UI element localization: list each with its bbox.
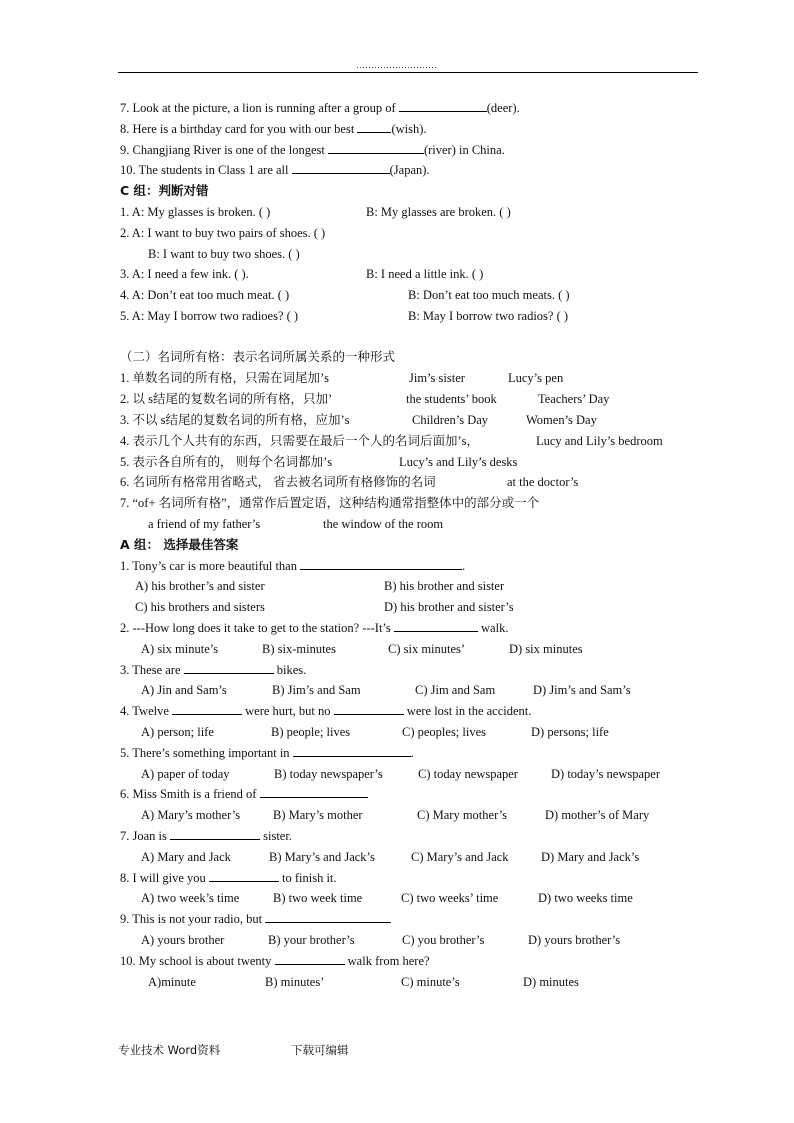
question-text: 4. Twelve	[120, 704, 173, 718]
question-text: were hurt, but no	[242, 704, 334, 718]
rule-7-example-b: the window of the room	[323, 517, 444, 531]
option-6c[interactable]: C) Mary mother’s	[417, 808, 508, 822]
option-4d[interactable]: D) persons; life	[531, 725, 609, 739]
judge-row-5b: B: May I borrow two radios? ( )	[408, 309, 569, 323]
answer-blank[interactable]	[260, 786, 368, 798]
question-hint: (deer).	[486, 101, 520, 115]
question-text: 5. There’s something important in	[120, 746, 293, 760]
mc-question-8	[120, 870, 337, 886]
option-3a[interactable]: A) Jin and Sam’s	[141, 683, 227, 697]
option-9c[interactable]: C) you brother’s	[402, 933, 485, 947]
option-9b[interactable]: B) your brother’s	[268, 933, 355, 947]
question-end: .	[410, 746, 414, 760]
possessive-title: （二）名词所有格：表示名词所属关系的一种形式	[120, 350, 396, 364]
option-10c[interactable]: C) minute’s	[401, 975, 460, 989]
option-5c[interactable]: C) today newspaper	[418, 767, 518, 781]
option-1c[interactable]: C) his brothers and sisters	[135, 600, 265, 614]
rule-7-text: 7. “of+ 名词所有格”，通常作后置定语，这种结构通常指整体中的部分或一个	[120, 496, 540, 510]
question-hint: (river) in China.	[423, 143, 505, 157]
header-dots: ………………………	[356, 60, 437, 70]
option-4c[interactable]: C) peoples; lives	[402, 725, 487, 739]
mc-question-4	[120, 703, 531, 719]
mc-question-10	[120, 953, 430, 969]
option-7b[interactable]: B) Mary’s and Jack’s	[269, 850, 375, 864]
option-5d[interactable]: D) today’s newspaper	[551, 767, 660, 781]
answer-blank[interactable]	[275, 953, 345, 965]
judge-row-1b: B: My glasses are broken. ( )	[366, 205, 511, 219]
rule-1-text: 1. 单数名词的所有格，只需在词尾加’s	[120, 371, 330, 385]
answer-blank[interactable]	[209, 870, 279, 882]
option-9a[interactable]: A) yours brother	[141, 933, 225, 947]
rule-3-text: 3. 不以 s结尾的复数名词的所有格，应加’s	[120, 413, 350, 427]
option-5a[interactable]: A) paper of today	[141, 767, 230, 781]
question-text: sister.	[260, 829, 292, 843]
mc-question-2	[120, 620, 508, 636]
judge-row-4b: B: Don’t eat too much meats. ( )	[408, 288, 570, 302]
rule-3-example-b: Women’s Day	[526, 413, 597, 427]
question-text: 6. Miss Smith is a friend of	[120, 787, 260, 801]
answer-blank[interactable]	[292, 162, 390, 174]
question-text: to finish it.	[278, 871, 337, 885]
judge-row-3a: 3. A: I need a few ink. ( ).	[120, 267, 249, 281]
rule-2-example-a: the students’ book	[406, 392, 497, 406]
option-10a[interactable]: A)minute	[148, 975, 196, 989]
question-text: walk from here?	[344, 954, 430, 968]
judge-row-3b: B: I need a little ink. ( )	[366, 267, 484, 281]
group-c-title: C 组：判断对错	[120, 183, 209, 198]
answer-blank[interactable]	[170, 828, 260, 840]
fill-question-9	[120, 142, 505, 158]
answer-blank[interactable]	[293, 745, 411, 757]
answer-blank[interactable]	[328, 142, 424, 154]
question-text: 7. Look at the picture, a lion is running after a group of	[120, 101, 399, 115]
option-9d[interactable]: D) yours brother’s	[528, 933, 621, 947]
question-text: 8. Here is a birthday card for you with our best	[120, 122, 358, 136]
judge-row-2a: 2. A: I want to buy two pairs of shoes. ( )	[120, 226, 326, 240]
question-text: 8. I will give you	[120, 871, 209, 885]
option-6b[interactable]: B) Mary’s mother	[273, 808, 363, 822]
rule-7-example-a: a friend of my father’s	[148, 517, 261, 531]
option-8b[interactable]: B) two week time	[273, 891, 363, 905]
answer-blank[interactable]	[184, 662, 274, 674]
mc-question-9	[120, 911, 391, 927]
rule-5-text: 5. 表示各自所有的， 则每个名词都加’s	[120, 455, 333, 469]
answer-blank[interactable]	[265, 911, 391, 923]
rule-1-example-a: Jim’s sister	[409, 371, 465, 385]
option-8a[interactable]: A) two week’s time	[141, 891, 240, 905]
question-text: 2. ---How long does it take to get to the station? ---It’s	[120, 621, 394, 635]
judge-row-1a: 1. A: My glasses is broken. ( )	[120, 205, 271, 219]
option-8c[interactable]: C) two weeks’ time	[401, 891, 499, 905]
rule-3-example-a: Children’s Day	[412, 413, 489, 427]
answer-blank[interactable]	[334, 703, 404, 715]
rule-6-text: 6. 名词所有格常用省略式， 省去被名词所有格修饰的名词	[120, 475, 436, 489]
mc-question-3	[120, 662, 306, 678]
answer-blank[interactable]	[172, 703, 242, 715]
answer-blank[interactable]	[399, 100, 487, 112]
rule-2-example-b: Teachers’ Day	[538, 392, 610, 406]
judge-row-5a: 5. A: May I borrow two radioes? ( )	[120, 309, 299, 323]
option-10d[interactable]: D) minutes	[523, 975, 579, 989]
question-text: 9. This is not your radio, but	[120, 912, 266, 926]
question-hint: (wish).	[391, 122, 427, 136]
question-text: walk.	[477, 621, 509, 635]
fill-question-10	[120, 162, 430, 178]
answer-blank[interactable]	[394, 620, 478, 632]
mc-question-6	[120, 786, 368, 802]
option-3d[interactable]: D) Jim’s and Sam’s	[533, 683, 631, 697]
footer-right: 下载可编辑	[291, 1043, 349, 1057]
rule-1-example-b: Lucy’s pen	[508, 371, 564, 385]
rule-2-text: 2. 以 s结尾的复数名词的所有格，只加’	[120, 392, 333, 406]
mc-question-5	[120, 745, 414, 761]
option-2d[interactable]: D) six minutes	[509, 642, 583, 656]
mc-question-7	[120, 828, 292, 844]
option-3c[interactable]: C) Jim and Sam	[415, 683, 496, 697]
option-2b[interactable]: B) six-minutes	[262, 642, 336, 656]
mc-question-1	[120, 558, 465, 574]
rule-4-text: 4. 表示几个人共有的东西，只需要在最后一个人的名词后面加’s，	[120, 434, 480, 448]
judge-row-2b: B: I want to buy two shoes. ( )	[148, 247, 300, 261]
question-text: 1. Tony’s car is more beautiful than	[120, 559, 301, 573]
option-4b[interactable]: B) people; lives	[271, 725, 351, 739]
option-10b[interactable]: B) minutes’	[265, 975, 325, 989]
question-text: were lost in the accident.	[403, 704, 532, 718]
option-8d[interactable]: D) two weeks time	[538, 891, 633, 905]
question-text: 3. These are	[120, 663, 184, 677]
question-end: .	[462, 559, 466, 573]
option-7c[interactable]: C) Mary’s and Jack	[411, 850, 509, 864]
judge-row-4a: 4. A: Don’t eat too much meat. ( )	[120, 288, 290, 302]
option-3b[interactable]: B) Jim’s and Sam	[272, 683, 361, 697]
rule-4-example: Lucy and Lily’s bedroom	[536, 434, 663, 448]
option-1b[interactable]: B) his brother and sister	[384, 579, 505, 593]
fill-question-7	[120, 100, 520, 116]
answer-blank[interactable]	[357, 121, 391, 133]
option-6a[interactable]: A) Mary’s mother’s	[141, 808, 241, 822]
option-5b[interactable]: B) today newspaper’s	[274, 767, 383, 781]
option-4a[interactable]: A) person; life	[141, 725, 214, 739]
rule-5-example: Lucy’s and Lily’s desks	[399, 455, 518, 469]
footer-left: 专业技术 Word资料	[118, 1043, 221, 1057]
question-text: bikes.	[273, 663, 307, 677]
option-7a[interactable]: A) Mary and Jack	[141, 850, 231, 864]
question-hint: (Japan).	[389, 163, 430, 177]
fill-question-8	[120, 121, 427, 137]
option-1a[interactable]: A) his brother’s and sister	[135, 579, 265, 593]
question-text: 10. The students in Class 1 are all	[120, 163, 292, 177]
header-rule	[118, 72, 698, 73]
option-6d[interactable]: D) mother’s of Mary	[545, 808, 650, 822]
question-text: 7. Joan is	[120, 829, 170, 843]
option-1d[interactable]: D) his brother and sister’s	[384, 600, 514, 614]
option-2a[interactable]: A) six minute’s	[141, 642, 219, 656]
question-text: 10. My school is about twenty	[120, 954, 275, 968]
option-2c[interactable]: C) six minutes’	[388, 642, 466, 656]
answer-blank[interactable]	[300, 558, 462, 570]
rule-6-example: at the doctor’s	[507, 475, 579, 489]
question-text: 9. Changjiang River is one of the longest	[120, 143, 328, 157]
option-7d[interactable]: D) Mary and Jack’s	[541, 850, 640, 864]
group-a-title: A 组： 选择最佳答案	[120, 537, 239, 552]
